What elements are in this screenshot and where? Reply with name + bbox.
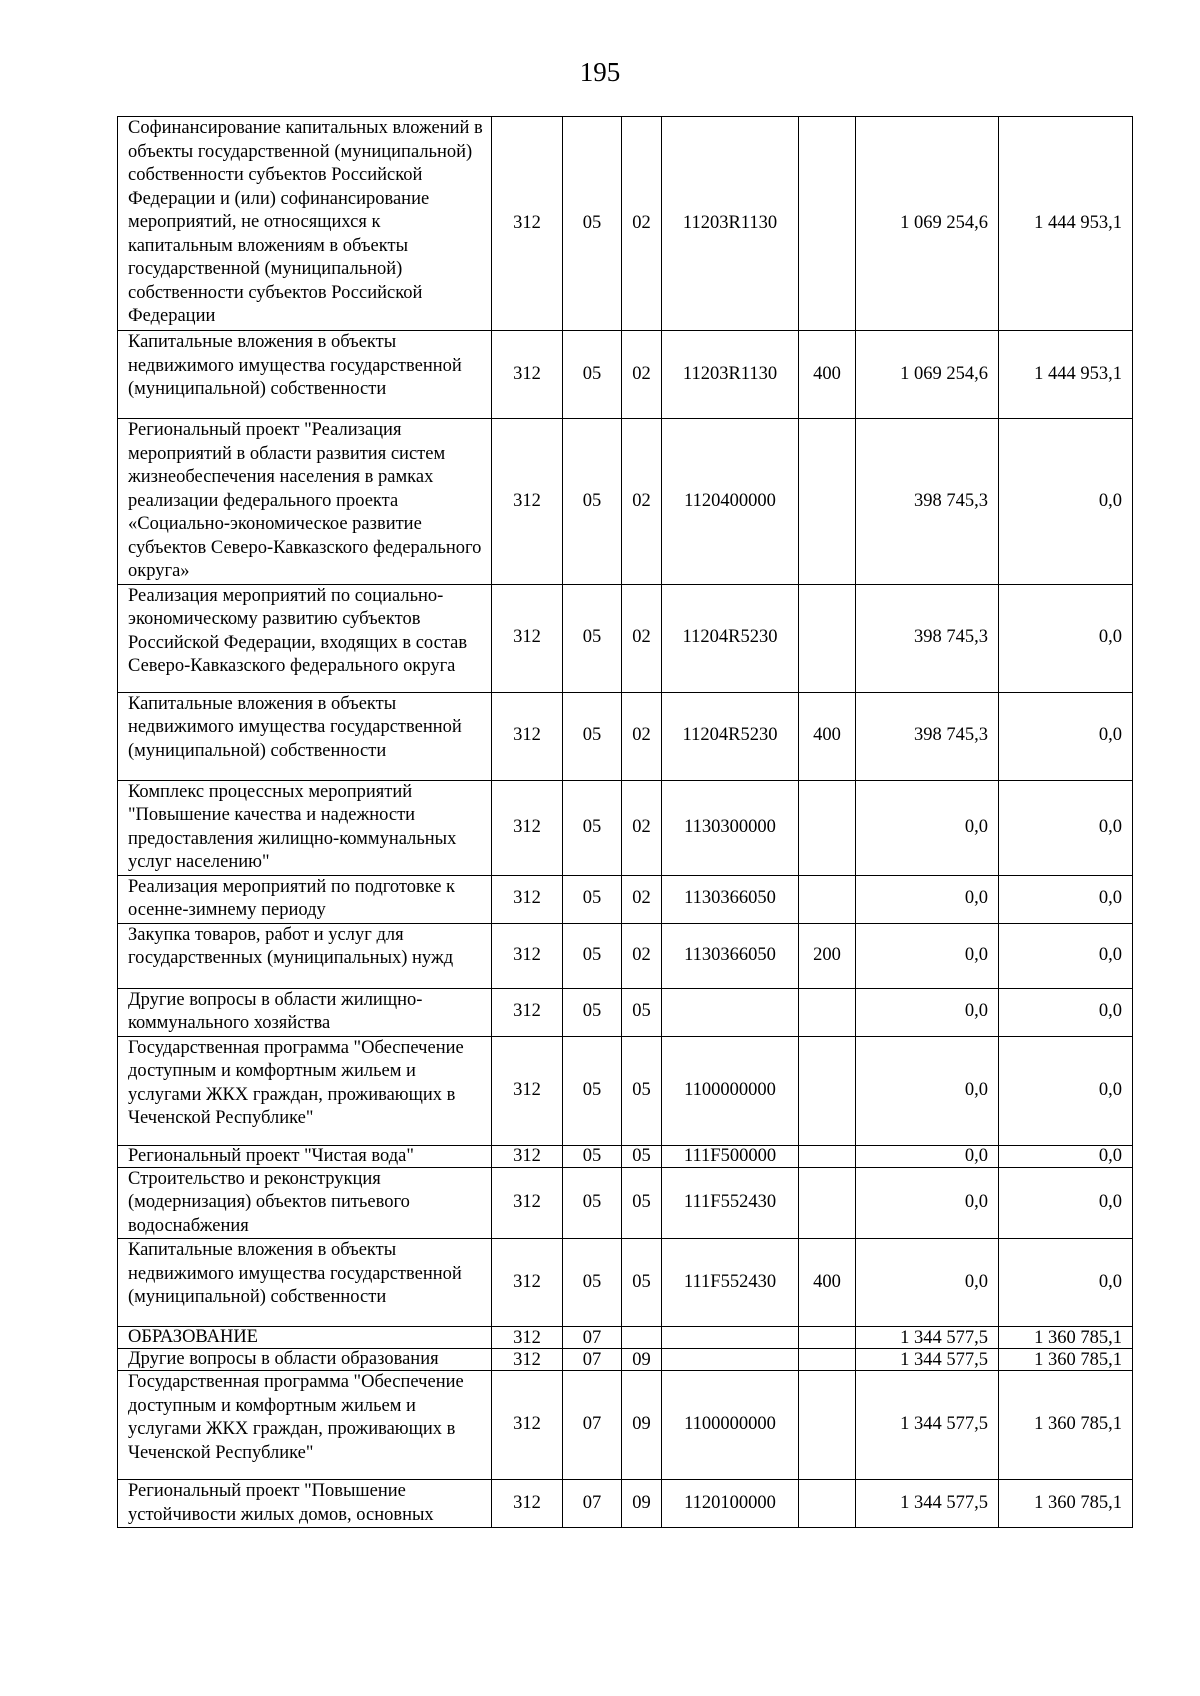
table-row xyxy=(118,1239,1133,1327)
row-name-cell: Капитальные вложения в объекты недвижимого имущества государственной (муниципальной) собственности xyxy=(118,1239,492,1327)
amount-year-1-cell: 1 069 254,6 xyxy=(856,331,999,419)
amount-year-2-cell: 0,0 xyxy=(999,988,1133,1036)
amount-year-2-cell: 0,0 xyxy=(999,584,1133,692)
ministry-code-cell: 312 xyxy=(492,419,563,585)
section-code-cell: 05 xyxy=(563,117,622,331)
amount-year-1-cell: 1 344 577,5 xyxy=(856,1327,999,1349)
ministry-code-cell: 312 xyxy=(492,584,563,692)
target-code-cell: 1100000000 xyxy=(662,1371,799,1480)
table-row xyxy=(118,1327,1133,1349)
subsection-code-cell: 02 xyxy=(622,331,662,419)
amount-year-1-cell: 0,0 xyxy=(856,923,999,988)
row-name-cell: Комплекс процессных мероприятий "Повышение качества и надежности предоставления жилищно-коммунальных услуг населению" xyxy=(118,780,492,875)
target-code-cell: 1130366050 xyxy=(662,923,799,988)
expense-type-cell xyxy=(799,1371,856,1480)
amount-year-1-cell: 1 069 254,6 xyxy=(856,117,999,331)
amount-year-1-cell: 398 745,3 xyxy=(856,584,999,692)
amount-year-2-cell: 0,0 xyxy=(999,780,1133,875)
subsection-code-cell: 09 xyxy=(622,1349,662,1371)
expense-type-cell xyxy=(799,419,856,585)
row-name-cell: Реализация мероприятий по социально-экономическому развитию субъектов Российской Федерации, входящих в состав Северо-Кавказского федерального округа xyxy=(118,584,492,692)
amount-year-1-cell: 0,0 xyxy=(856,988,999,1036)
subsection-code-cell: 02 xyxy=(622,419,662,585)
table-row xyxy=(118,584,1133,692)
expense-type-cell xyxy=(799,1036,856,1145)
row-name-cell: Региональный проект "Чистая вода" xyxy=(118,1145,492,1167)
target-code-cell xyxy=(662,988,799,1036)
target-code-cell: 1130366050 xyxy=(662,875,799,923)
amount-year-1-cell: 1 344 577,5 xyxy=(856,1480,999,1528)
row-name-cell: Государственная программа "Обеспечение доступным и комфортным жильем и услугами ЖКХ граждан, проживающих в Чеченской Республике" xyxy=(118,1371,492,1480)
amount-year-2-cell: 1 360 785,1 xyxy=(999,1327,1133,1349)
subsection-code-cell: 02 xyxy=(622,117,662,331)
row-name-cell: Капитальные вложения в объекты недвижимого имущества государственной (муниципальной) собственности xyxy=(118,692,492,780)
ministry-code-cell: 312 xyxy=(492,875,563,923)
expense-type-cell xyxy=(799,780,856,875)
amount-year-1-cell: 0,0 xyxy=(856,1167,999,1239)
table-row xyxy=(118,923,1133,988)
amount-year-2-cell: 1 360 785,1 xyxy=(999,1371,1133,1480)
ministry-code-cell: 312 xyxy=(492,1036,563,1145)
section-code-cell: 05 xyxy=(563,988,622,1036)
table-row xyxy=(118,1349,1133,1371)
row-name-cell: Закупка товаров, работ и услуг для государственных (муниципальных) нужд xyxy=(118,923,492,988)
ministry-code-cell: 312 xyxy=(492,1145,563,1167)
row-name-cell: Строительство и реконструкция (модернизация) объектов питьевого водоснабжения xyxy=(118,1167,492,1239)
section-code-cell: 05 xyxy=(563,1239,622,1327)
table-row xyxy=(118,1036,1133,1145)
amount-year-1-cell: 398 745,3 xyxy=(856,419,999,585)
expense-type-cell xyxy=(799,584,856,692)
page-number: 195 xyxy=(579,57,621,87)
section-code-cell: 05 xyxy=(563,875,622,923)
subsection-code-cell: 05 xyxy=(622,1145,662,1167)
section-code-cell: 05 xyxy=(563,1036,622,1145)
expense-type-cell xyxy=(799,1480,856,1528)
target-code-cell: 11203R1130 xyxy=(662,117,799,331)
row-name-cell: Реализация мероприятий по подготовке к осенне-зимнему периоду xyxy=(118,875,492,923)
expense-type-cell xyxy=(799,117,856,331)
subsection-code-cell: 02 xyxy=(622,584,662,692)
subsection-code-cell: 02 xyxy=(622,780,662,875)
target-code-cell: 11203R1130 xyxy=(662,331,799,419)
expense-type-cell xyxy=(799,875,856,923)
amount-year-2-cell: 1 360 785,1 xyxy=(999,1480,1133,1528)
table-row xyxy=(118,117,1133,331)
section-code-cell: 05 xyxy=(563,923,622,988)
ministry-code-cell: 312 xyxy=(492,1349,563,1371)
ministry-code-cell: 312 xyxy=(492,692,563,780)
amount-year-1-cell: 1 344 577,5 xyxy=(856,1349,999,1371)
ministry-code-cell: 312 xyxy=(492,1480,563,1528)
expense-type-cell: 400 xyxy=(799,331,856,419)
target-code-cell: 1120100000 xyxy=(662,1480,799,1528)
section-code-cell: 07 xyxy=(563,1349,622,1371)
target-code-cell: 1120400000 xyxy=(662,419,799,585)
table-row xyxy=(118,692,1133,780)
ministry-code-cell: 312 xyxy=(492,780,563,875)
section-code-cell: 07 xyxy=(563,1371,622,1480)
target-code-cell: 1100000000 xyxy=(662,1036,799,1145)
expense-type-cell: 400 xyxy=(799,1239,856,1327)
section-code-cell: 05 xyxy=(563,1145,622,1167)
table-row xyxy=(118,780,1133,875)
row-name-cell: Региональный проект "Повышение устойчивости жилых домов, основных xyxy=(118,1480,492,1528)
row-name-cell: Капитальные вложения в объекты недвижимого имущества государственной (муниципальной) собственности xyxy=(118,331,492,419)
section-code-cell: 05 xyxy=(563,1167,622,1239)
subsection-code-cell: 09 xyxy=(622,1480,662,1528)
ministry-code-cell: 312 xyxy=(492,1239,563,1327)
expense-type-cell: 400 xyxy=(799,692,856,780)
ministry-code-cell: 312 xyxy=(492,331,563,419)
target-code-cell: 1130300000 xyxy=(662,780,799,875)
amount-year-2-cell: 0,0 xyxy=(999,1239,1133,1327)
expense-type-cell xyxy=(799,1349,856,1371)
expense-type-cell: 200 xyxy=(799,923,856,988)
row-name-cell: Региональный проект "Реализация мероприятий в области развития систем жизнеобеспечения населения в рамках реализации федерального проекта «Социально-экономическое развитие субъектов Северо-Кавказского федерального округа» xyxy=(118,419,492,585)
section-code-cell: 05 xyxy=(563,331,622,419)
budget-table xyxy=(117,116,1133,1528)
amount-year-1-cell: 0,0 xyxy=(856,780,999,875)
table-row xyxy=(118,1371,1133,1480)
subsection-code-cell: 02 xyxy=(622,923,662,988)
target-code-cell xyxy=(662,1327,799,1349)
expense-type-cell xyxy=(799,1167,856,1239)
amount-year-1-cell: 0,0 xyxy=(856,1239,999,1327)
amount-year-1-cell: 0,0 xyxy=(856,1036,999,1145)
subsection-code-cell: 05 xyxy=(622,1036,662,1145)
table-row xyxy=(118,1167,1133,1239)
section-code-cell: 05 xyxy=(563,419,622,585)
section-code-cell: 07 xyxy=(563,1327,622,1349)
subsection-code-cell: 09 xyxy=(622,1371,662,1480)
table-body xyxy=(118,117,1133,1528)
table-row xyxy=(118,875,1133,923)
ministry-code-cell: 312 xyxy=(492,923,563,988)
row-name-cell: Софинансирование капитальных вложений в объекты государственной (муниципальной) собственности субъектов Российской Федерации и (или) софинансирование мероприятий, не относящихся к капитальным вложениям в объекты государственной (муниципальной) собственности субъектов Российской Федерации xyxy=(118,117,492,331)
ministry-code-cell: 312 xyxy=(492,1371,563,1480)
amount-year-1-cell: 0,0 xyxy=(856,1145,999,1167)
subsection-code-cell: 05 xyxy=(622,988,662,1036)
ministry-code-cell: 312 xyxy=(492,1327,563,1349)
amount-year-2-cell: 0,0 xyxy=(999,1167,1133,1239)
row-name-cell: Государственная программа "Обеспечение доступным и комфортным жильем и услугами ЖКХ граждан, проживающих в Чеченской Республике" xyxy=(118,1036,492,1145)
subsection-code-cell: 05 xyxy=(622,1239,662,1327)
amount-year-2-cell: 1 444 953,1 xyxy=(999,117,1133,331)
table-row xyxy=(118,331,1133,419)
table-row xyxy=(118,988,1133,1036)
amount-year-2-cell: 0,0 xyxy=(999,692,1133,780)
row-name-cell: Другие вопросы в области жилищно-коммунального хозяйства xyxy=(118,988,492,1036)
amount-year-2-cell: 0,0 xyxy=(999,1036,1133,1145)
table-row xyxy=(118,419,1133,585)
amount-year-1-cell: 0,0 xyxy=(856,875,999,923)
amount-year-2-cell: 0,0 xyxy=(999,1145,1133,1167)
ministry-code-cell: 312 xyxy=(492,1167,563,1239)
subsection-code-cell: 02 xyxy=(622,875,662,923)
amount-year-2-cell: 0,0 xyxy=(999,875,1133,923)
table-row xyxy=(118,1145,1133,1167)
table-row xyxy=(118,1480,1133,1528)
target-code-cell xyxy=(662,1349,799,1371)
target-code-cell: 11204R5230 xyxy=(662,692,799,780)
target-code-cell: 111F552430 xyxy=(662,1167,799,1239)
section-code-cell: 05 xyxy=(563,584,622,692)
ministry-code-cell: 312 xyxy=(492,988,563,1036)
amount-year-2-cell: 1 360 785,1 xyxy=(999,1349,1133,1371)
section-code-cell: 07 xyxy=(563,1480,622,1528)
amount-year-1-cell: 398 745,3 xyxy=(856,692,999,780)
section-code-cell: 05 xyxy=(563,780,622,875)
subsection-code-cell xyxy=(622,1327,662,1349)
expense-type-cell xyxy=(799,1145,856,1167)
target-code-cell: 11204R5230 xyxy=(662,584,799,692)
amount-year-2-cell: 0,0 xyxy=(999,419,1133,585)
ministry-code-cell: 312 xyxy=(492,117,563,331)
expense-type-cell xyxy=(799,988,856,1036)
expense-type-cell xyxy=(799,1327,856,1349)
target-code-cell: 111F500000 xyxy=(662,1145,799,1167)
subsection-code-cell: 02 xyxy=(622,692,662,780)
row-name-cell: Другие вопросы в области образования xyxy=(118,1349,492,1371)
section-code-cell: 05 xyxy=(563,692,622,780)
row-name-cell: ОБРАЗОВАНИЕ xyxy=(118,1327,492,1349)
amount-year-2-cell: 1 444 953,1 xyxy=(999,331,1133,419)
target-code-cell: 111F552430 xyxy=(662,1239,799,1327)
amount-year-1-cell: 1 344 577,5 xyxy=(856,1371,999,1480)
amount-year-2-cell: 0,0 xyxy=(999,923,1133,988)
subsection-code-cell: 05 xyxy=(622,1167,662,1239)
